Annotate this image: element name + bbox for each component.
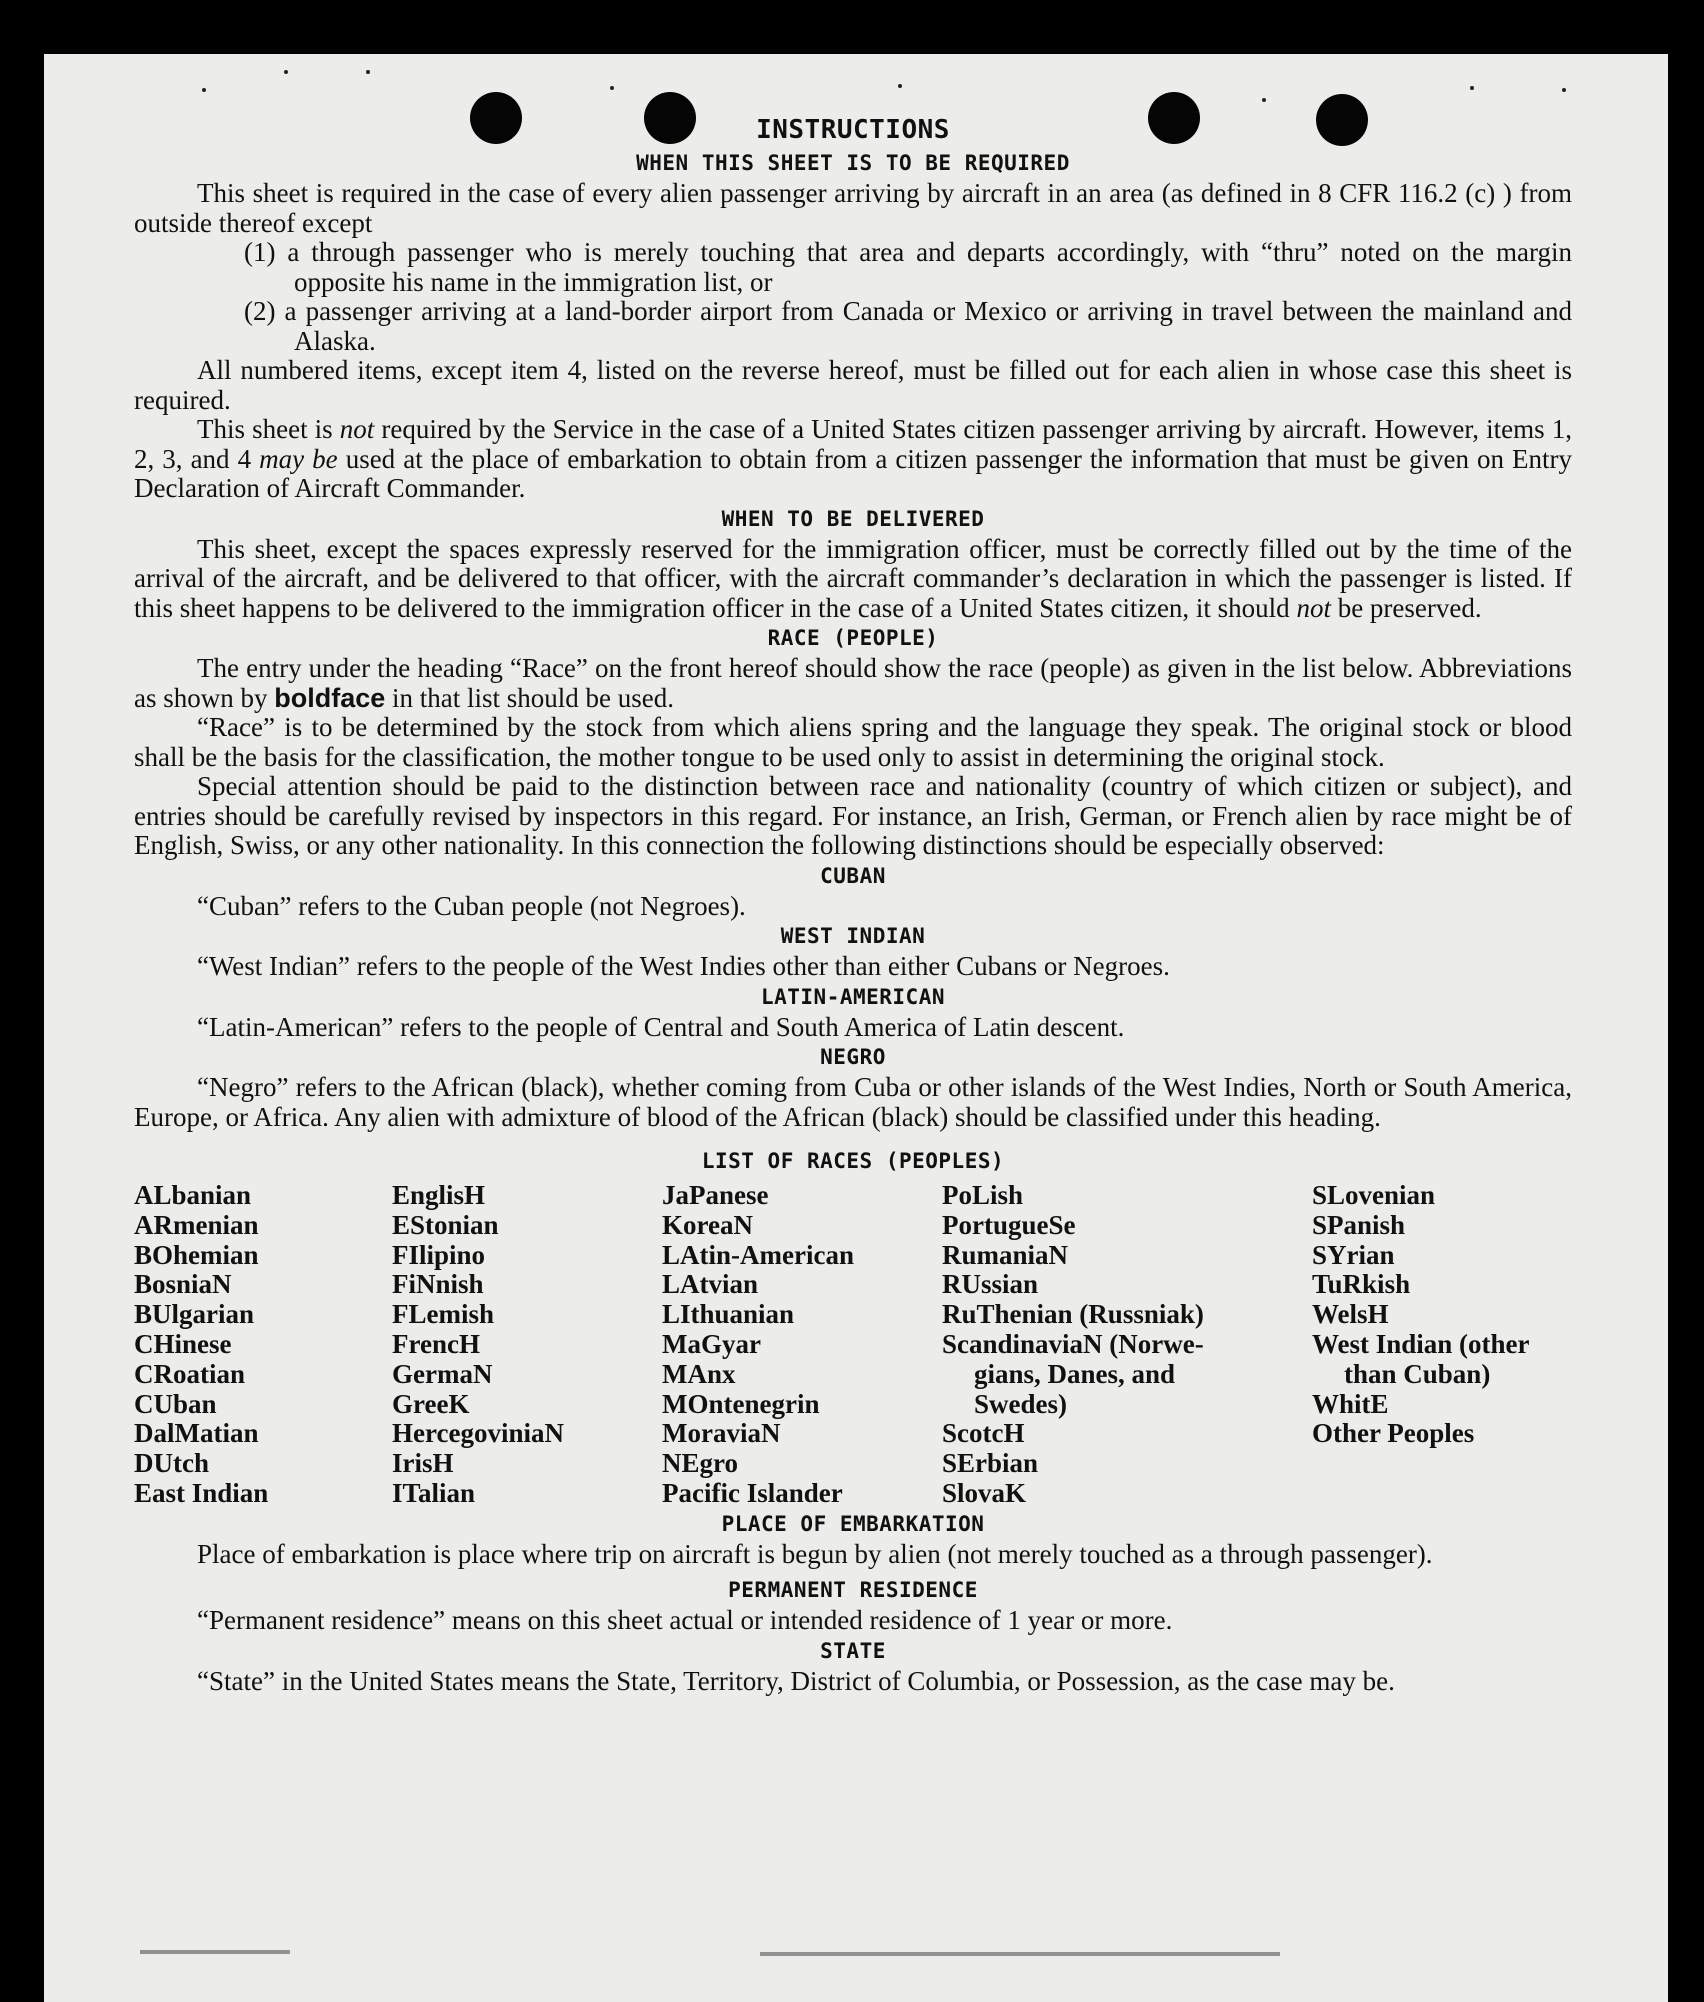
list-item: SErbian — [942, 1448, 1039, 1479]
list-item: EnglisH — [392, 1180, 486, 1210]
heading-when-delivered: WHEN TO BE DELIVERED — [721, 506, 985, 531]
list-item: West Indian (other — [1312, 1328, 1530, 1359]
list-item: DalMatian — [134, 1418, 259, 1449]
list-item: MAnx — [662, 1358, 736, 1389]
list-item: BosniaN — [134, 1269, 232, 1300]
list-item: Other Peoples — [1312, 1418, 1475, 1449]
list-item: PoLish — [942, 1180, 1024, 1210]
list-item: CRoatian — [134, 1358, 246, 1389]
list-item-continued: than Cuban) — [1344, 1358, 1491, 1389]
list-item: Pacific Islander — [662, 1477, 843, 1508]
list-item: NEgro — [662, 1448, 739, 1479]
paragraph: This sheet, except the spaces expressly reserved for the immigration officer, must be correctly filled out by the time of the arrival of the aircraft, and be delivered to that officer, with the aircraft commander’s declaration in which the passenger is listed. If this sheet happens to be delivered to the immigration officer in the case of a United States citizen, it should not be preserved. — [134, 533, 1572, 623]
list-item: BUlgarian — [134, 1299, 255, 1330]
list-item-continued: Swedes) — [974, 1388, 1067, 1419]
speck — [202, 88, 206, 92]
footer-smudge — [44, 1944, 1668, 1964]
speck — [1470, 86, 1474, 90]
paragraph: “West Indian” refers to the people of the West Indies other than either Cubans or Negroes. — [197, 951, 1170, 981]
heading-west-indian: WEST INDIAN — [780, 924, 926, 948]
list-item: HercegoviniaN — [392, 1418, 564, 1449]
list-item: WhitE — [1312, 1388, 1389, 1419]
emphasis: boldface — [274, 682, 386, 713]
list-item: MaGyar — [662, 1328, 761, 1359]
race-column — [942, 1181, 1312, 1509]
heading-permanent-residence: PERMANENT RESIDENCE — [728, 1578, 978, 1603]
speck — [366, 70, 370, 74]
list-item: FrencH — [392, 1328, 480, 1359]
list-item: ScandinaviaN (Norwe- — [942, 1328, 1204, 1359]
speck — [898, 84, 902, 88]
paragraph: “Latin-American” refers to the people of Central and South America of Latin descent. — [197, 1011, 1125, 1042]
list-item: MOntenegrin — [662, 1388, 820, 1419]
paragraph: All numbered items, except item 4, listed on the reverse hereof, must be filled out for each alien in whose case this sheet is required. — [134, 355, 1572, 415]
heading-race: RACE (PEOPLE) — [767, 626, 939, 650]
list-item: IrisH — [392, 1448, 454, 1479]
speck — [1262, 98, 1266, 102]
list-item: LIthuanian — [662, 1299, 795, 1330]
list-item-continued: gians, Danes, and — [974, 1358, 1176, 1389]
list-item: GreeK — [392, 1388, 470, 1419]
list-item: SlovaK — [942, 1477, 1027, 1508]
race-column — [392, 1181, 662, 1509]
page-title: INSTRUCTIONS — [756, 115, 950, 145]
heading-latin-american: LATIN-AMERICAN — [760, 984, 945, 1009]
list-item: ScotcH — [942, 1418, 1025, 1449]
paragraph: “Permanent residence” means on this sheet actual or intended residence of 1 year or more. — [197, 1605, 1173, 1636]
speck — [610, 86, 614, 90]
speck — [1562, 88, 1566, 92]
list-item: CUban — [134, 1388, 217, 1419]
emphasis: not — [1296, 592, 1331, 623]
list-item: (2) a passenger arriving at a land-border airport from Canada or Mexico or arriving in travel between the mainland and Alaska. — [244, 296, 1572, 356]
race-column — [134, 1181, 392, 1509]
list-item: LAtin-American — [662, 1239, 854, 1270]
list-item: GermaN — [392, 1358, 493, 1389]
list-item: LAtvian — [662, 1269, 759, 1300]
list-item: RuThenian (Russniak) — [942, 1299, 1204, 1330]
paragraph: Special attention should be paid to the distinction between race and nationality (country of which citizen or subject), and entries should be carefully revised by inspectors in this regard. For instance, an Irish, German, or French alien by race might be of English, Swiss, or any other nationality. In this connection the following distinctions should be especially observed: — [134, 771, 1572, 860]
paragraph: “Race” is to be determined by the stock from which aliens spring and the language they speak. The original stock or blood shall be the basis for the classification, the mother tongue to be used only to assist in determining the original stock. — [134, 712, 1572, 772]
list-item: FLemish — [392, 1299, 495, 1330]
list-item: DUtch — [134, 1448, 209, 1479]
list-item: PortugueSe — [942, 1209, 1076, 1240]
heading-cuban: CUBAN — [820, 863, 886, 888]
list-item: East Indian — [134, 1477, 269, 1508]
list-item: (1) a through passenger who is merely touching that area and departs accordingly, with “thru” noted on the margin opposite his name in the immigration list, or — [244, 237, 1572, 297]
list-item: ITalian — [392, 1477, 476, 1508]
list-item: KoreaN — [662, 1209, 753, 1240]
list-item: ARmenian — [134, 1209, 259, 1240]
list-item: EStonian — [392, 1209, 499, 1240]
list-item: ALbanian — [134, 1180, 252, 1210]
document-page — [44, 54, 1668, 2002]
list-item: TuRkish — [1312, 1269, 1411, 1300]
list-item: SYrian — [1312, 1239, 1395, 1270]
instructions-body — [134, 112, 1572, 1696]
paragraph: “Cuban” refers to the Cuban people (not Negroes). — [197, 890, 746, 921]
paragraph: This sheet is required in the case of every alien passenger arriving by aircraft in an area (as defined in 8 CFR 116.2 (c) ) from outside thereof except — [134, 178, 1572, 238]
paragraph: “State” in the United States means the State, Territory, District of Columbia, or Possession, as the case may be. — [197, 1665, 1395, 1696]
race-column — [662, 1181, 942, 1509]
paragraph: “Negro” refers to the African (black), whether coming from Cuba or other islands of the West Indies, North or South America, Europe, or Africa. Any alien with admixture of blood of the African (black) should be classified under this heading. — [134, 1072, 1572, 1132]
emphasis: may be — [259, 443, 338, 474]
list-item: SLovenian — [1312, 1180, 1436, 1210]
heading-embarkation: PLACE OF EMBARKATION — [721, 1511, 985, 1536]
list-item: SPanish — [1312, 1209, 1406, 1240]
list-item: FiNnish — [392, 1269, 484, 1300]
list-item: RumaniaN — [942, 1239, 1069, 1270]
heading-when-required: WHEN THIS SHEET IS TO BE REQUIRED — [636, 151, 1070, 175]
list-item: RUssian — [942, 1269, 1039, 1300]
list-item: BOhemian — [134, 1239, 259, 1270]
paragraph: Place of embarkation is place where trip on aircraft is begun by alien (not merely touched as a through passenger). — [197, 1538, 1433, 1569]
list-item: FIlipino — [392, 1239, 486, 1270]
paragraph: The entry under the heading “Race” on the front hereof should show the race (people) as given in the list below. Abbreviations as shown by boldface in that list should be used. — [134, 653, 1572, 713]
heading-list-of-races: LIST OF RACES (PEOPLES) — [701, 1149, 1005, 1173]
list-item: JaPanese — [662, 1180, 769, 1210]
race-column — [1312, 1181, 1572, 1509]
heading-state: STATE — [820, 1638, 886, 1663]
speck — [284, 70, 288, 74]
heading-negro: NEGRO — [820, 1045, 886, 1069]
list-item: MoraviaN — [662, 1418, 781, 1449]
list-item: CHinese — [134, 1328, 232, 1359]
emphasis: not — [339, 414, 375, 444]
list-item: WelsH — [1312, 1299, 1389, 1330]
race-list — [134, 1181, 1572, 1509]
paragraph: This sheet is not required by the Service in the case of a United States citizen passenger arriving by aircraft. However, items 1, 2, 3, and 4 may be used at the place of embarkation to obtain from a citizen passenger the information that must be given on Entry Declaration of Aircraft Commander. — [134, 414, 1573, 503]
